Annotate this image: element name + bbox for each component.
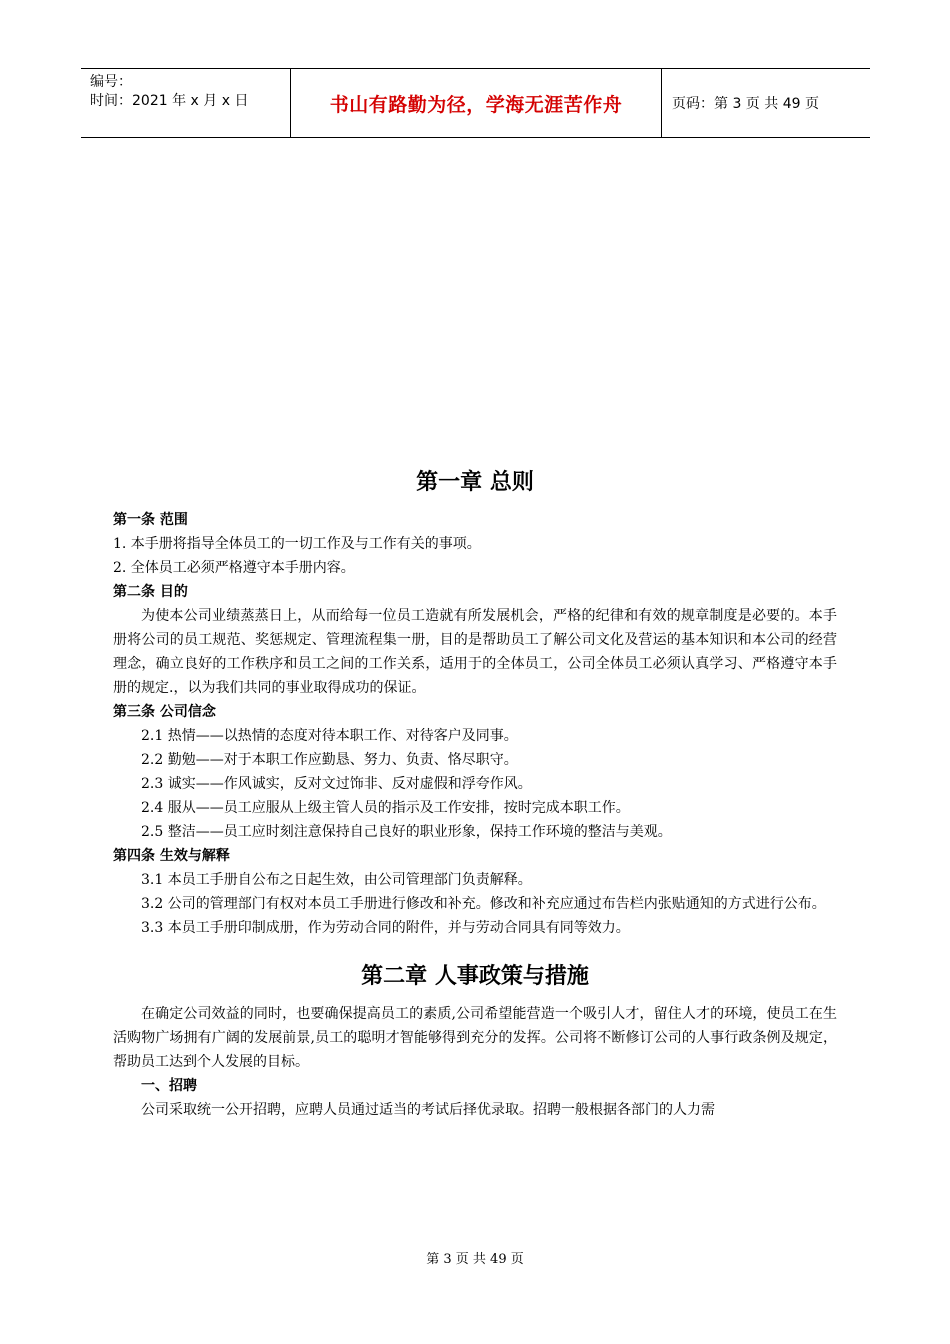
motto-text: 书山有路勤为径，学海无涯苦作舟: [329, 93, 623, 116]
article1-item: 1. 本手册将指导全体员工的一切工作及与工作有关的事项。: [113, 536, 481, 552]
number-label: 编号：: [90, 74, 132, 90]
header-table: [81, 68, 870, 138]
page-footer: 第 3 页 共 49 页: [426, 1252, 524, 1267]
page-label: 页码：第 3 页 共 49 页: [672, 96, 819, 112]
header-page-cell: [662, 69, 870, 137]
time-label: 时间：2021 年 x 月 x 日: [90, 93, 249, 109]
article3-item: 2.4 服从——员工应服从上级主管人员的指示及工作安排，按时完成本职工作。: [141, 800, 630, 816]
article3-item: 2.5 整洁——员工应时刻注意保持自己良好的职业形象，保持工作环境的整洁与美观。: [141, 824, 672, 840]
article1-title: 第一条 范围: [113, 512, 188, 528]
article3-item: 2.2 勤勉——对于本职工作应勤恳、努力、负责、恪尽职守。: [141, 752, 518, 768]
article3-item: 2.3 诚实——作风诚实，反对文过饰非、反对虚假和浮夸作风。: [141, 776, 532, 792]
article2-title: 第二条 目的: [113, 584, 188, 600]
section1-paragraph: 公司采取统一公开招聘，应聘人员通过适当的考试后择优录取。招聘一般根据各部门的人力需: [141, 1102, 715, 1118]
header-meta-cell: [81, 69, 291, 137]
article4-item: 3.2 公司的管理部门有权对本员工手册进行修改和补充。修改和补充应通过布告栏内张贴通知的方式进行公布。: [141, 896, 826, 912]
article4-item: 3.3 本员工手册印制成册，作为劳动合同的附件，并与劳动合同具有同等效力。: [141, 920, 630, 936]
chapter2-title: 第二章 人事政策与措施: [361, 964, 589, 989]
article4-title: 第四条 生效与解释: [113, 848, 230, 864]
chapter2-intro: 在确定公司效益的同时，也要确保提高员工的素质,公司希望能营造一个吸引人才，留住人才的环境，使员工在生活购物广场拥有广阔的发展前景,员工的聪明才智能够得到充分的发挥。公司将不断修订公司的人事行政条例及规定，帮助员工达到个人发展的目标。: [113, 1006, 837, 1070]
article3-title: 第三条 公司信念: [113, 704, 216, 720]
document-body: [113, 466, 837, 1122]
header-motto-cell: [291, 69, 662, 137]
article4-item: 3.1 本员工手册自公布之日起生效，由公司管理部门负责解释。: [141, 872, 532, 888]
chapter1-title: 第一章 总则: [416, 470, 534, 495]
article2-paragraph: 为使本公司业绩蒸蒸日上，从而给每一位员工造就有所发展机会，严格的纪律和有效的规章制度是必要的。本手册将公司的员工规范、奖惩规定、管理流程集一册，目的是帮助员工了解公司文化及营运的基本知识和本公司的经营理念，确立良好的工作秩序和员工之间的工作关系，适用于的全体员工，公司全体员工必须认真学习、严格遵守本手册的规定.，以为我们共同的事业取得成功的保证。: [113, 608, 837, 696]
section1-title: 一、招聘: [141, 1078, 197, 1094]
article1-item: 2. 全体员工必须严格遵守本手册内容。: [113, 560, 355, 576]
article3-item: 2.1 热情——以热情的态度对待本职工作、对待客户及同事。: [141, 728, 518, 744]
